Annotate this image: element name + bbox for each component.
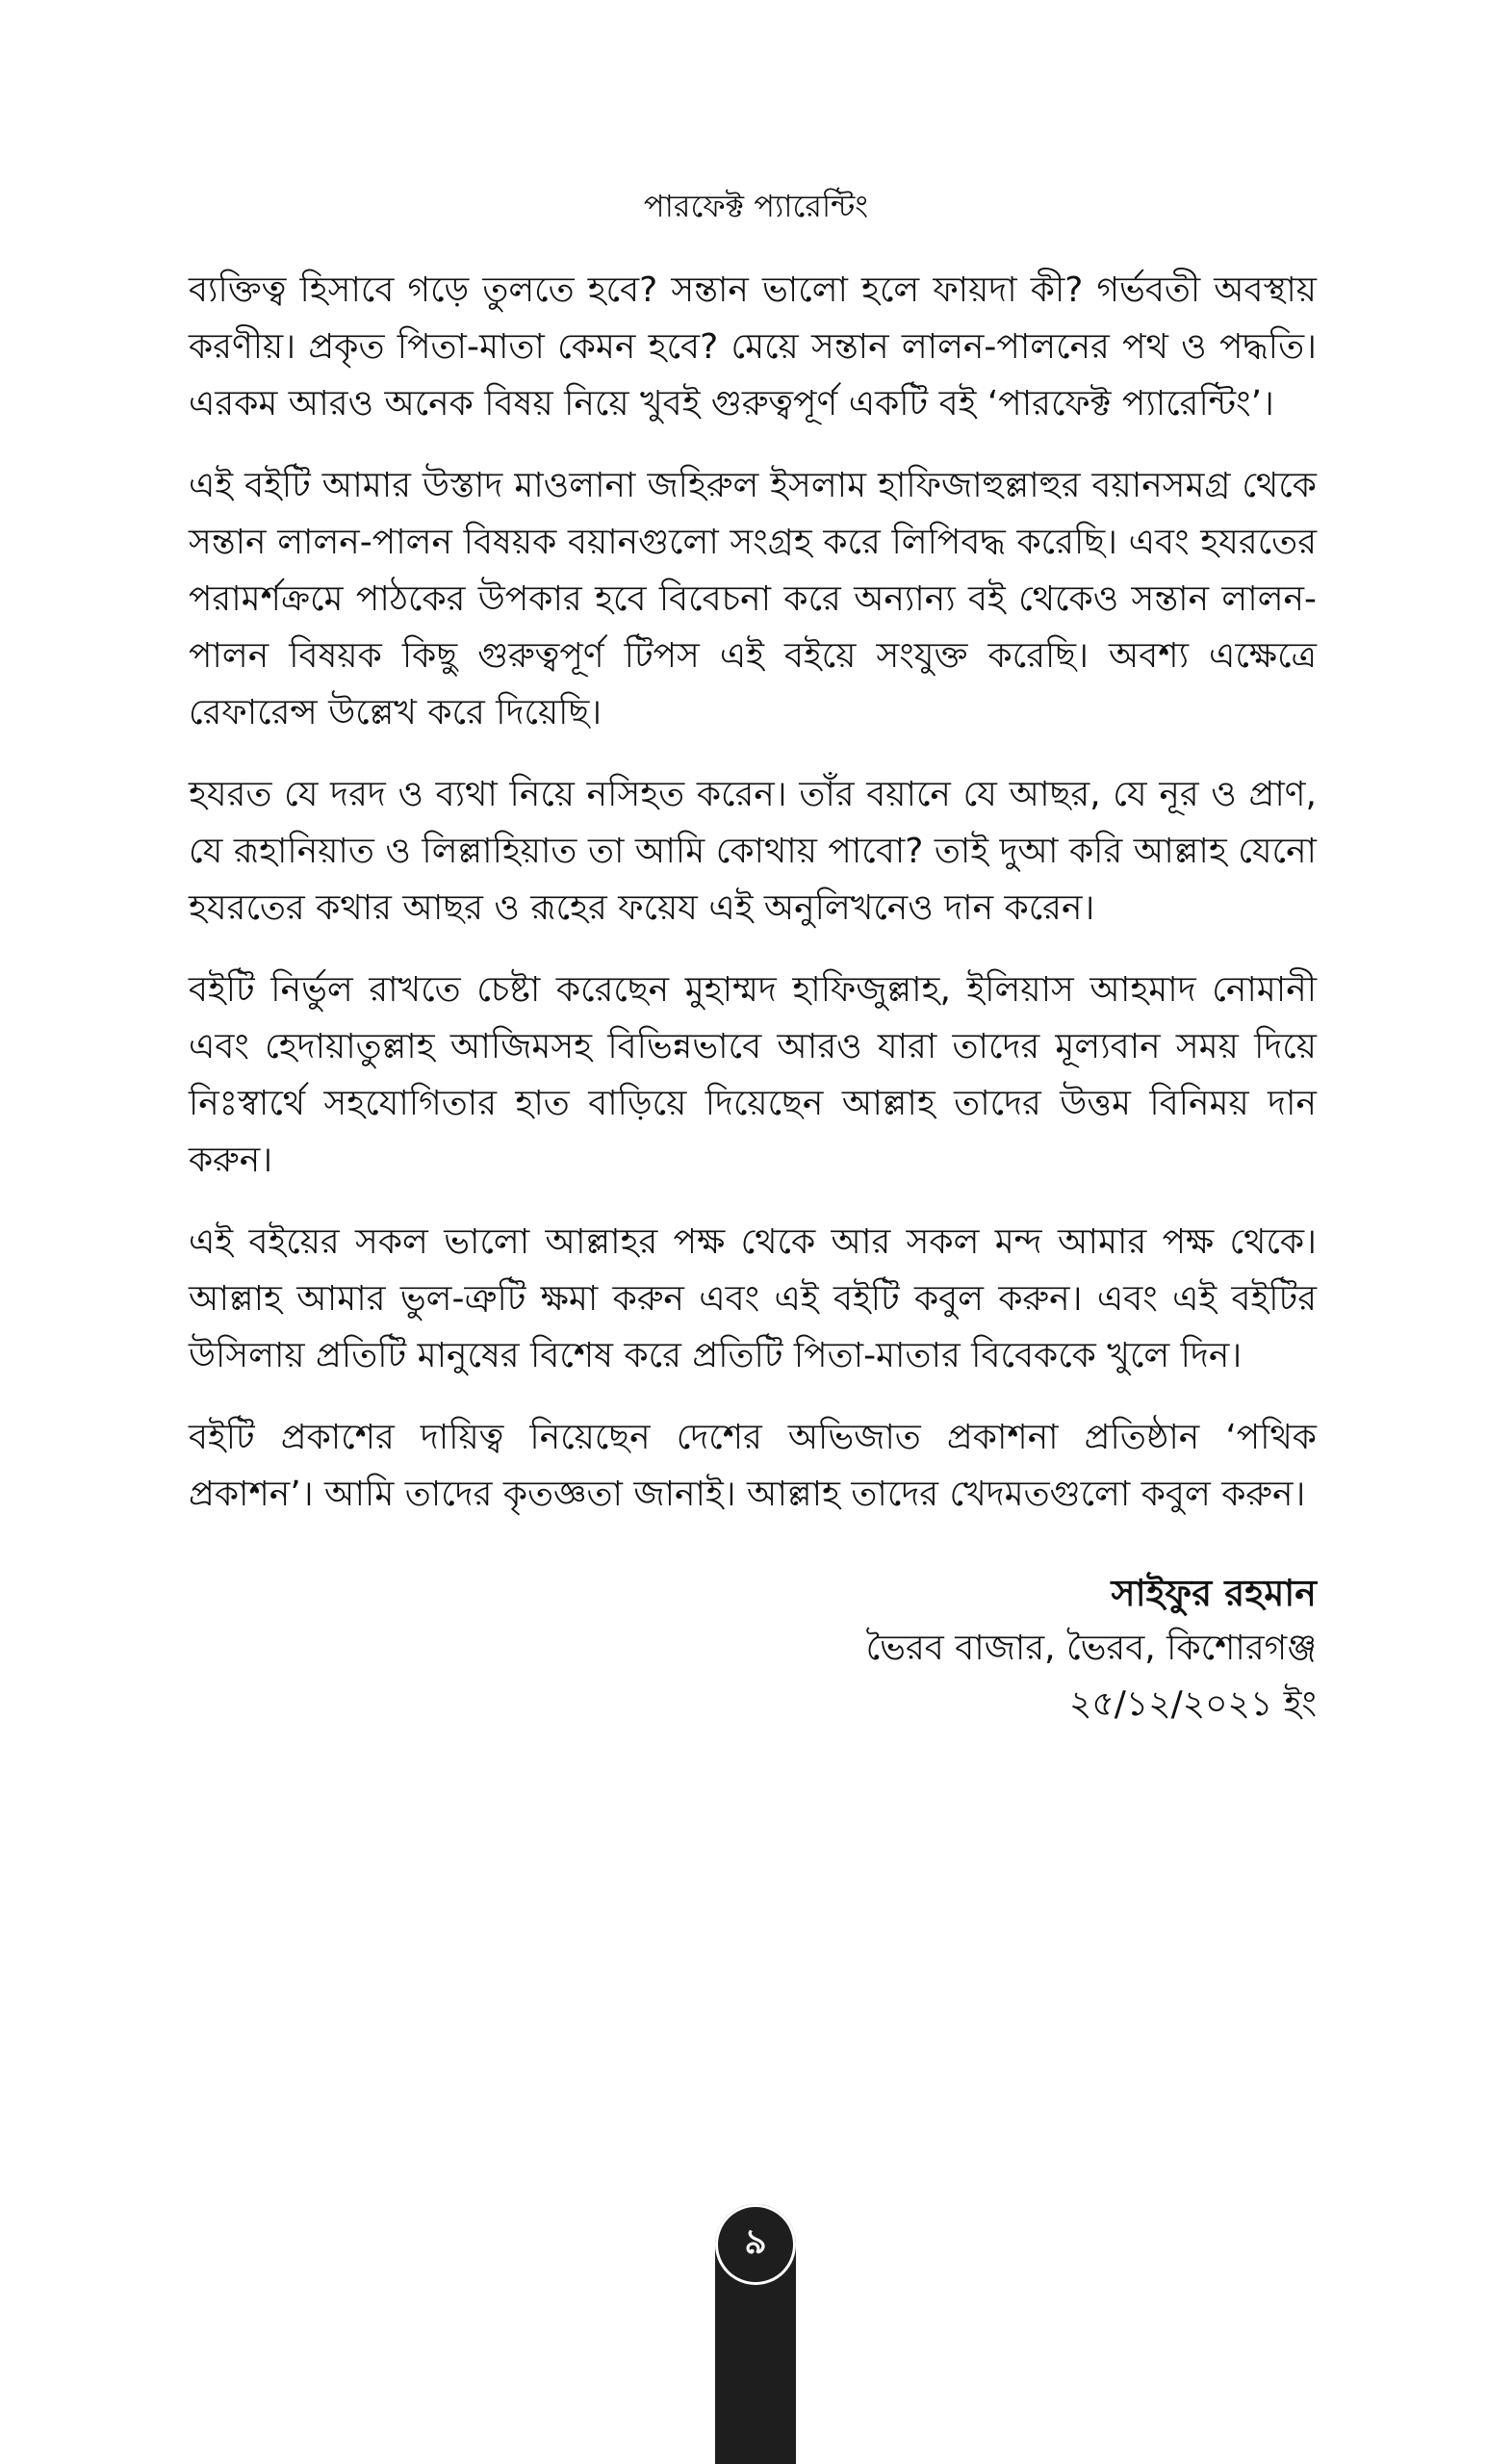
paragraph-6: বইটি প্রকাশের দায়িত্ব নিয়েছেন দেশের অভিজাত প্রকাশনা প্রতিষ্ঠান ‘পথিক প্রকাশন’। আমি তাদের কৃতজ্ঞতা জানাই। আল্লাহ তাদের খেদমতগুলো কবুল করুন।	[189, 1418, 1317, 1514]
signature-date: ২৫/১২/২০২১ ইং	[1068, 1684, 1317, 1724]
page-body	[189, 262, 1317, 1732]
author-place: ভৈরব বাজার, ভৈরব, কিশোরগঞ্জ	[865, 1629, 1317, 1668]
author-signature	[189, 1565, 1317, 1732]
running-header: পারফেক্ট প্যারেন্টিং	[643, 188, 869, 224]
paragraph-2: এই বইটি আমার উস্তাদ মাওলানা জহিরুল ইসলাম হাফিজাহুল্লাহুর বয়ানসমগ্র থেকে সন্তান লালন-পালন বিষয়ক বয়ানগুলো সংগ্রহ করে লিপিবদ্ধ করেছি। এবং হযরতের পরামর্শক্রমে পাঠকের উপকার হবে বিবেচনা করে অন্যান্য বই থেকেও সন্তান লালন-পালন বিষয়ক কিছু গুরুত্বপূর্ণ টিপস এই বইয়ে সংযুক্ত করেছি। অবশ্য এক্ষেত্রে রেফারেন্স উল্লেখ করে দিয়েছি।	[189, 466, 1317, 732]
page-number: ৯	[715, 2204, 796, 2285]
paragraph-4: বইটি নির্ভুল রাখতে চেষ্টা করেছেন মুহাম্মদ হাফিজুল্লাহ, ইলিয়াস আহমাদ নোমানী এবং হেদায়াতুল্লাহ আজিমসহ বিভিন্নভাবে আরও যারা তাদের মূল্যবান সময় দিয়ে নিঃস্বার্থে সহযোগিতার হাত বাড়িয়ে দিয়েছেন আল্লাহ তাদের উত্তম বিনিময় দান করুন।	[189, 970, 1317, 1180]
paragraph-1: ব্যক্তিত্ব হিসাবে গড়ে তুলতে হবে? সন্তান ভালো হলে ফায়দা কী? গর্ভবতী অবস্থায় করণীয়। প্রকৃত পিতা-মাতা কেমন হবে? মেয়ে সন্তান লালন-পালনের পথ ও পদ্ধতি। এরকম আরও অনেক বিষয় নিয়ে খুবই গুরুত্বপূর্ণ একটি বই ‘পারফেক্ট প্যারেন্টিং’।	[189, 270, 1317, 424]
author-name: সাইফুর রহমান	[1111, 1572, 1317, 1614]
paragraph-3: হযরত যে দরদ ও ব্যথা নিয়ে নসিহত করেন। তাঁর বয়ানে যে আছর, যে নূর ও প্রাণ, যে রূহানিয়াত ও লিল্লাহিয়াত তা আমি কোথায় পাবো? তাই দুআ করি আল্লাহ যেনো হযরতের কথার আছর ও রূহের ফয়েয এই অনুলিখনেও দান করেন।	[189, 775, 1317, 928]
paragraph-5: এই বইয়ের সকল ভালো আল্লাহর পক্ষ থেকে আর সকল মন্দ আমার পক্ষ থেকে। আল্লাহ আমার ভুল-ত্রুটি ক্ষমা করুন এবং এই বইটি কবুল করুন। এবং এই বইটির উসিলায় প্রতিটি মানুষের বিশেষ করে প্রতিটি পিতা-মাতার বিবেককে খুলে দিন।	[189, 1222, 1317, 1375]
page-number-tab	[715, 2204, 796, 2464]
